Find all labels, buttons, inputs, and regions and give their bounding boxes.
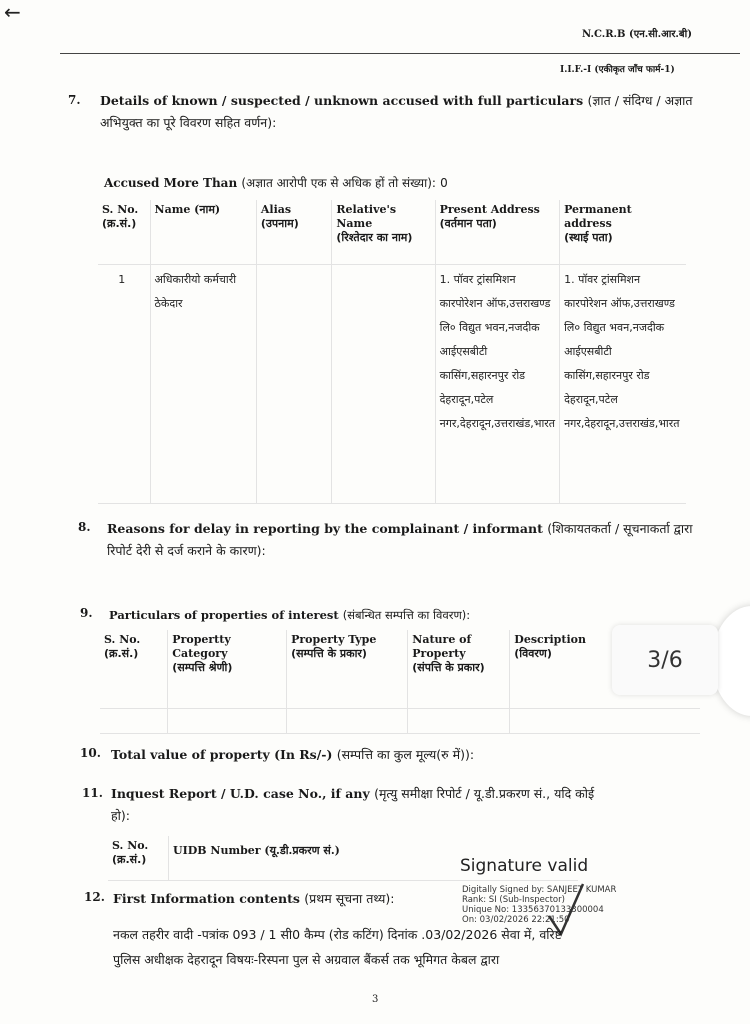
signature-on: On: 03/02/2026 22:21:50 (462, 915, 570, 925)
prop-col-nature: Nature of Property (संपत्ति के प्रकार) (408, 630, 510, 709)
signature-unique-no: Unique No: 13356370133300004 (462, 905, 604, 915)
accused-more-value: 0 (440, 176, 448, 190)
section8-title-en: Reasons for delay in reporting by the complainant / informant (107, 521, 543, 536)
header-divider (60, 53, 740, 54)
section12-title-en: First Information contents (113, 891, 300, 906)
section9-number: 9. (80, 606, 93, 620)
accused-row-name: अधिकारीयो कर्मचारी ठेकेदार (150, 265, 256, 504)
accused-row-relative (332, 265, 435, 504)
accused-col-present-address: Present Address (वर्तमान पता) (435, 200, 559, 265)
section7-title (100, 90, 700, 134)
properties-table-header (100, 630, 700, 709)
section9-title-hi: (संबन्धित सम्पत्ति का विवरण): (342, 608, 471, 622)
inquest-col-uidb: UIDB Number (यू.डी.प्रकरण सं.) (169, 836, 579, 881)
accused-more-than (104, 172, 448, 194)
accused-table (98, 200, 686, 504)
table-row (100, 709, 700, 734)
signature-signed-by: Digitally Signed by: SANJEET KUMAR (462, 885, 617, 895)
section11-title (111, 783, 671, 827)
accused-col-sno: S. No. (क्र.सं.) (98, 200, 150, 265)
page-indicator: 3/6 (612, 625, 718, 695)
table-row (98, 265, 686, 504)
fir-line-1: नकल तहरीर वादी -पत्रांक 093 / 1 सी0 कैम्प (रोड कटिंग) दिनांक .03/02/2026 सेवा में, वरिष्ट (113, 927, 562, 942)
header-org: N.C.R.B (एन.सी.आर.बी) (582, 29, 692, 40)
inquest-col-sno: S. No. (क्र.सं.) (108, 836, 169, 881)
section9-title-en: Particulars of properties of interest (109, 608, 339, 622)
section7-title-hi-2: अभियुक्त का पूरे विवरण सहित वर्णन): (100, 115, 277, 130)
section12-title-hi: (प्रथम सूचना तथ्य): (304, 891, 395, 906)
accused-more-hi: (अज्ञात आरोपी एक से अधिक हों तो संख्या): (241, 176, 436, 190)
accused-table-header (98, 200, 686, 265)
section10-title-hi: (सम्पत्ति का कुल मूल्य(रु में)): (336, 747, 475, 762)
section11-title-en: Inquest Report / U.D. case No., if any (111, 786, 370, 801)
page-number: 3 (372, 994, 379, 1005)
accused-col-relative: Relative's Name (रिश्तेदार का नाम) (332, 200, 435, 265)
section8-title (107, 518, 727, 562)
accused-more-label: Accused More Than (104, 176, 238, 190)
prop-col-sno: S. No. (क्र.सं.) (100, 630, 168, 709)
signature-details (462, 885, 616, 925)
accused-col-alias: Alias (उपनाम) (256, 200, 332, 265)
prop-col-description: Description (विवरण) (510, 630, 700, 709)
section8-number: 8. (78, 520, 91, 534)
section11-number: 11. (82, 786, 103, 800)
section11-title-hi-1: (मृत्यु समीक्षा रिपोर्ट / यू.डी.प्रकरण सं., यदि कोई (374, 786, 595, 801)
section8-title-hi-1: (शिकायतकर्ता / सूचनाकर्ता द्वारा (547, 521, 693, 536)
properties-table (100, 630, 700, 734)
section11-title-hi-2: हो): (111, 808, 130, 823)
section7-title-hi-1: (ज्ञात / संदिग्ध / अज्ञात (587, 93, 693, 108)
signature-rank: Rank: SI (Sub-Inspector) (462, 895, 565, 905)
accused-row-sno: 1 (98, 265, 150, 504)
section10-number: 10. (80, 746, 101, 760)
accused-row-present-address: 1. पॉवर ट्रांसमिशन कारपोरेशन ऑफ,उत्तराखण्ड लि० विद्युत भवन,नजदीक आईएसबीटी कासिंग,सहारनपुर रोड देहरादून,पटेल नगर,देहरादून,उत्तराखंड,भारत (435, 265, 559, 504)
section10-title (111, 744, 474, 766)
section7-title-en: Details of known / suspected / unknown accused with full particulars (100, 93, 584, 108)
section8-title-hi-2: रिपोर्ट देरी से दर्ज कराने के कारण): (107, 543, 266, 558)
section12-number: 12. (84, 890, 105, 904)
section12-title (113, 888, 395, 910)
form-id: I.I.F.-I (एकीकृत जाँच फार्म-1) (560, 65, 675, 75)
accused-col-permanent-address: Permanent address (स्थाई पता) (560, 200, 686, 265)
prop-col-category: Propertty Category (सम्पत्ति श्रेणी) (168, 630, 287, 709)
fir-line-2: पुलिस अधीक्षक देहरादून विषयः-रिस्पना पुल से अग्रवाल बैंकर्स तक भूमिगत केबल द्वारा (113, 952, 500, 967)
accused-col-name: Name (नाम) (150, 200, 256, 265)
arrow-left-icon[interactable]: ← (4, 0, 21, 24)
section10-title-en: Total value of property (In Rs/-) (111, 747, 333, 762)
first-information-contents (113, 922, 723, 972)
accused-row-permanent-address: 1. पॉवर ट्रांसमिशन कारपोरेशन ऑफ,उत्तराखण्ड लि० विद्युत भवन,नजदीक आईएसबीटी कासिंग,सहारनपुर रोड देहरादून,पटेल नगर,देहरादून,उत्तराखंड,भारत (560, 265, 686, 504)
signature-valid: Signature valid (460, 856, 589, 876)
section9-title (109, 604, 669, 626)
accused-row-alias (256, 265, 332, 504)
prop-col-type: Property Type (सम्पत्ति के प्रकार) (287, 630, 408, 709)
section7-number: 7. (68, 93, 81, 107)
